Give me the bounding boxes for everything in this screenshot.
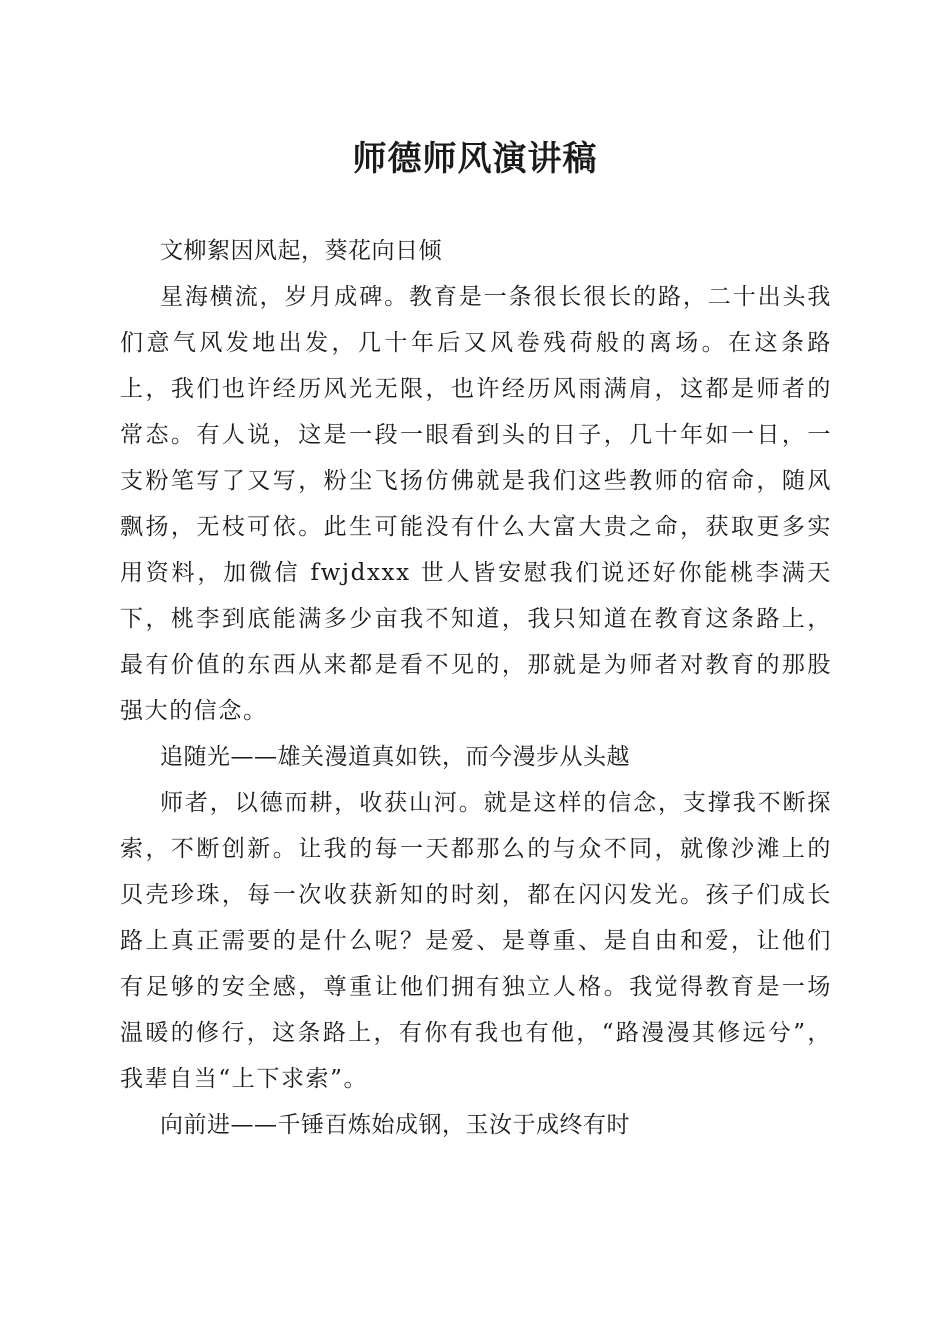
document-body [120, 228, 832, 1148]
section-heading-1: 文柳絮因风起，葵花向日倾 [160, 238, 442, 264]
section-heading-2: 追随光——雄关漫道真如铁，而今漫步从头越 [160, 744, 630, 770]
section-heading-3: 向前进——千锤百炼始成钢，玉汝于成终有时 [160, 1112, 630, 1138]
body-paragraph-2: 师者，以德而耕，收获山河。就是这样的信念，支撑我不断探索，不断创新。让我的每一天都那么的与众不同，就像沙滩上的贝壳珍珠，每一次收获新知的时刻，都在闪闪发光。孩子们成长路上真正需要的是什么呢？是爱、是尊重、是自由和爱，让他们有足够的安全感，尊重让他们拥有独立人格。我觉得教育是一场温暖的修行，这条路上，有你有我也有他，“路漫漫其修远兮”，我辈自当“上下求索”。 [120, 790, 832, 1092]
body-paragraph-1: 星海横流，岁月成碑。教育是一条很长很长的路，二十出头我们意气风发地出发，几十年后又风卷残荷般的离场。在这条路上，我们也许经历风光无限，也许经历风雨满肩，这都是师者的常态。有人说，这是一段一眼看到头的日子，几十年如一日，一支粉笔写了又写，粉尘飞扬仿佛就是我们这些教师的宿命，随风飘扬，无枝可依。此生可能没有什么大富大贵之命，获取更多实用资料，加微信 fwjdxxx 世人皆安慰我们说还好你能桃李满天下，桃李到底能满多少亩我不知道，我只知道在教育这条路上，最有价值的东西从来都是看不见的，那就是为师者对教育的那股强大的信念。 [120, 284, 832, 724]
document-title: 师德师风演讲稿 [352, 139, 598, 179]
